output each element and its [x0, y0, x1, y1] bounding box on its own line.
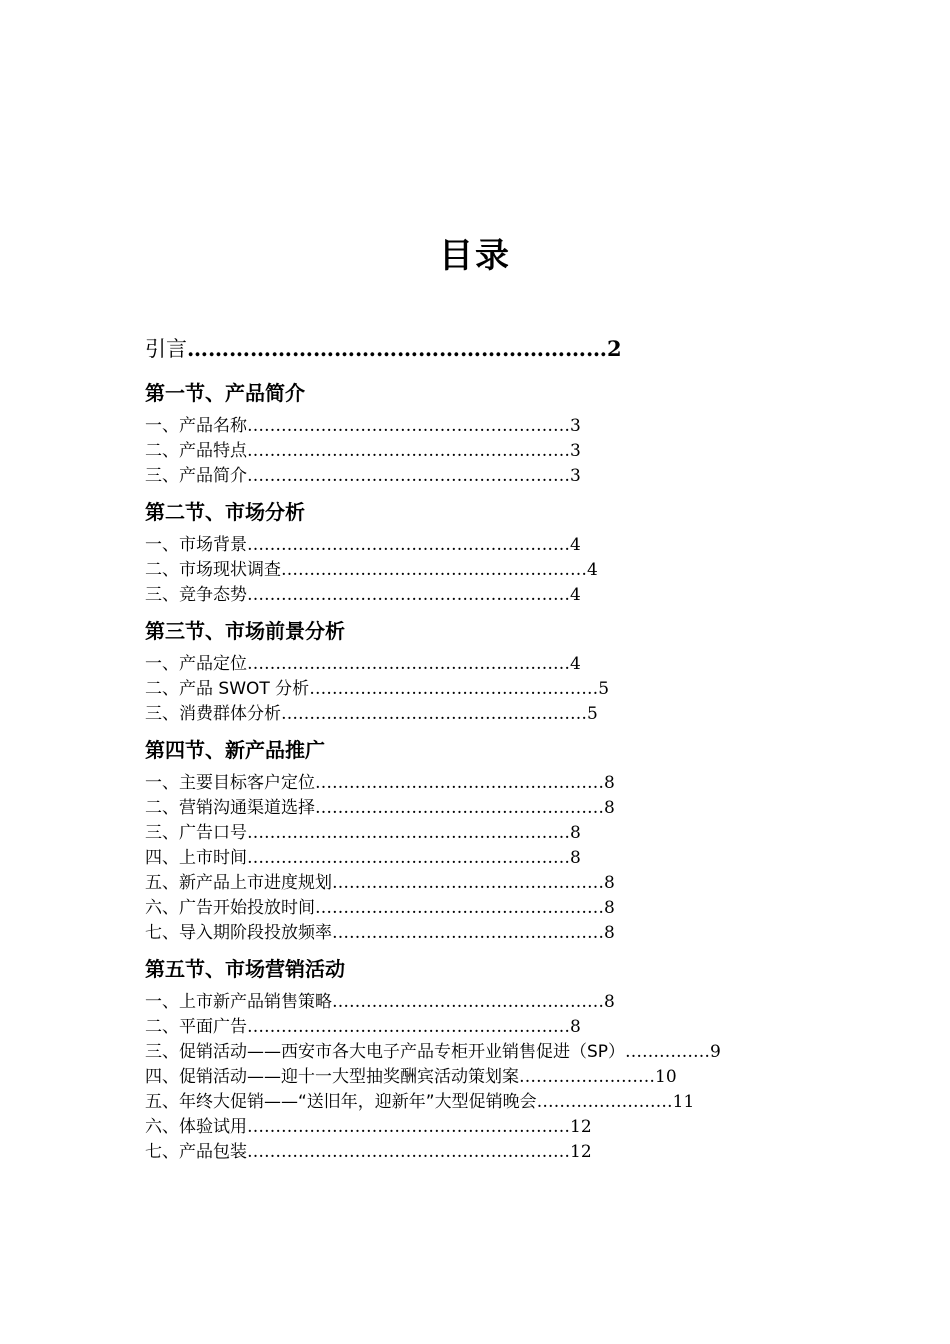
- toc-entry-label: 二、营销沟通渠道选择: [145, 798, 315, 818]
- toc-section: [145, 378, 845, 489]
- toc-page-number: 5: [598, 679, 610, 699]
- toc-entry-label: 三、竞争态势: [145, 585, 247, 605]
- toc-page-number: 8: [570, 823, 581, 843]
- toc-entry-label: 六、广告开始投放时间: [145, 898, 315, 918]
- toc-section: [145, 954, 845, 1165]
- toc-entry[interactable]: [145, 1040, 845, 1065]
- toc-leader-dots: …………………………………………………: [247, 441, 570, 461]
- toc-entry[interactable]: [145, 846, 845, 871]
- toc-entry-label: 三、产品简介: [145, 466, 247, 486]
- section-heading[interactable]: 第三节、市场前景分析: [145, 619, 345, 643]
- toc-page-number: 5: [587, 704, 598, 724]
- toc-entry[interactable]: [145, 439, 845, 464]
- toc-leader-dots: …………………………………………: [332, 873, 604, 893]
- toc-section: [145, 735, 845, 946]
- toc-entry-label: 一、主要目标客户定位: [145, 773, 315, 793]
- toc-page-number: 4: [570, 535, 581, 555]
- section-heading[interactable]: 第一节、产品简介: [145, 381, 305, 405]
- toc-entry-label: 引言: [145, 337, 187, 361]
- toc-leader-dots: …………………………………………………: [247, 1017, 570, 1037]
- toc-leader-dots: ……………………………………………: [315, 773, 604, 793]
- toc-page-number: 8: [604, 898, 615, 918]
- toc-leader-dots: …………………………………………………: [247, 848, 570, 868]
- toc-leader-dots: …………………………………………………: [247, 823, 570, 843]
- toc-entry-label: 五、新产品上市进度规划: [145, 873, 332, 893]
- toc-entry[interactable]: [145, 871, 845, 896]
- toc-entry-intro[interactable]: [145, 334, 845, 364]
- toc-leader-dots: …………………………………………………: [247, 654, 570, 674]
- toc-page-number: 8: [570, 1017, 581, 1037]
- toc-page-number: 3: [570, 466, 581, 486]
- toc-entry-label: 三、促销活动——西安市各大电子产品专柜开业销售促进（SP）: [145, 1042, 626, 1062]
- toc-entry-label: 七、产品包装: [145, 1142, 247, 1162]
- toc-entry[interactable]: [145, 1115, 845, 1140]
- toc-leader-dots: …………………………………………………: [247, 1117, 570, 1137]
- toc-entry-label: 五、年终大促销——“送旧年，迎新年”大型促销晚会: [145, 1092, 537, 1112]
- toc-leader-dots: …………………………………………………: [247, 1142, 570, 1162]
- toc-entry[interactable]: [145, 533, 845, 558]
- toc-leader-dots: …………………………………………………: [247, 585, 570, 605]
- toc-entry-label: 三、消费群体分析: [145, 704, 281, 724]
- table-of-contents: [145, 334, 845, 1173]
- toc-entry[interactable]: [145, 464, 845, 489]
- toc-page-number: 4: [587, 560, 598, 580]
- toc-page-number: 8: [604, 923, 615, 943]
- toc-entry-label: 六、体验试用: [145, 1117, 247, 1137]
- toc-entry[interactable]: [145, 1065, 845, 1090]
- toc-leader-dots: ……………………: [536, 1092, 673, 1112]
- toc-section: [145, 616, 845, 727]
- toc-page-number: 9: [710, 1042, 721, 1062]
- toc-entry[interactable]: [145, 1090, 845, 1115]
- toc-page-number: 12: [570, 1142, 592, 1162]
- toc-leader-dots: …………………………………………: [332, 923, 604, 943]
- toc-entry-label: 七、导入期阶段投放频率: [145, 923, 332, 943]
- toc-page-number: 8: [604, 992, 615, 1012]
- toc-entry[interactable]: [145, 652, 845, 677]
- toc-entry[interactable]: [145, 921, 845, 946]
- toc-leader-dots: ……………………………………………: [309, 679, 599, 699]
- toc-entry[interactable]: [145, 677, 845, 702]
- page-title: 目录: [439, 236, 511, 276]
- section-heading[interactable]: 第四节、新产品推广: [145, 738, 325, 762]
- toc-entry[interactable]: [145, 583, 845, 608]
- toc-leader-dots: …………………………………………: [332, 992, 604, 1012]
- toc-page-number: 12: [570, 1117, 592, 1137]
- section-heading[interactable]: 第二节、市场分析: [145, 500, 305, 524]
- toc-entry-label: 二、平面广告: [145, 1017, 247, 1037]
- toc-leader-dots: ……………………………………………………: [187, 336, 607, 361]
- toc-entry[interactable]: [145, 821, 845, 846]
- toc-entry[interactable]: [145, 702, 845, 727]
- toc-entry[interactable]: [145, 1015, 845, 1040]
- toc-entry-label: 三、广告口号: [145, 823, 247, 843]
- toc-leader-dots: ……………………………………………: [315, 798, 604, 818]
- toc-entry[interactable]: [145, 896, 845, 921]
- toc-leader-dots: ……………………: [519, 1067, 655, 1087]
- section-heading[interactable]: 第五节、市场营销活动: [145, 957, 345, 981]
- toc-entry[interactable]: [145, 990, 845, 1015]
- toc-entry-label: 二、产品特点: [145, 441, 247, 461]
- toc-leader-dots: …………………………………………………: [247, 416, 570, 436]
- toc-page-number: 3: [570, 416, 581, 436]
- toc-page-number: 8: [604, 798, 615, 818]
- toc-entry-label: 一、产品定位: [145, 654, 247, 674]
- toc-entry-label: 一、产品名称: [145, 416, 247, 436]
- toc-page-number: 8: [570, 848, 581, 868]
- toc-leader-dots: …………………………………………………: [247, 466, 570, 486]
- toc-entry-label: 四、促销活动——迎十一大型抽奖酬宾活动策划案: [145, 1067, 519, 1087]
- toc-leader-dots: ………………………………………………: [281, 560, 587, 580]
- toc-entry-label: 四、上市时间: [145, 848, 247, 868]
- toc-leader-dots: …………………………………………………: [247, 535, 570, 555]
- toc-entry-label: 二、产品 SWOT 分析: [145, 679, 310, 699]
- toc-page-number: 4: [570, 585, 581, 605]
- toc-entry-label: 二、市场现状调查: [145, 560, 281, 580]
- toc-entry-label: 一、市场背景: [145, 535, 247, 555]
- toc-leader-dots: ………………………………………………: [281, 704, 587, 724]
- toc-entry-label: 一、上市新产品销售策略: [145, 992, 332, 1012]
- toc-entry[interactable]: [145, 558, 845, 583]
- toc-entry[interactable]: [145, 414, 845, 439]
- toc-page-number: 2: [607, 336, 622, 361]
- toc-page-number: 4: [570, 654, 581, 674]
- toc-entry[interactable]: [145, 771, 845, 796]
- toc-leader-dots: ……………………………………………: [315, 898, 604, 918]
- toc-entry[interactable]: [145, 796, 845, 821]
- toc-entry[interactable]: [145, 1140, 845, 1165]
- toc-page-number: 10: [655, 1067, 677, 1087]
- toc-page-number: 11: [672, 1092, 695, 1112]
- toc-leader-dots: ……………: [625, 1042, 711, 1062]
- toc-page-number: 8: [604, 873, 615, 893]
- toc-page-number: 3: [570, 441, 581, 461]
- toc-section: [145, 497, 845, 608]
- toc-page-number: 8: [604, 773, 615, 793]
